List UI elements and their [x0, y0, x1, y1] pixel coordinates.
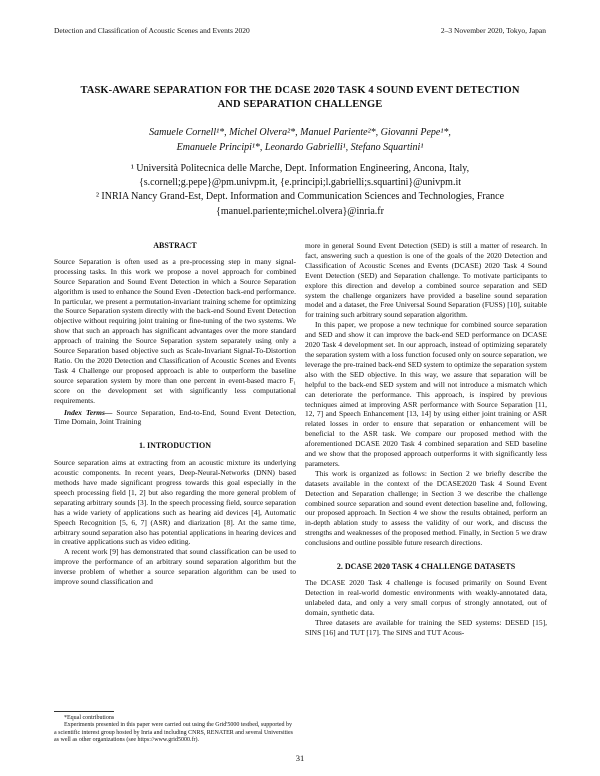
index-terms — [54, 408, 296, 428]
introduction-paragraph-2: A recent work [9] has demonstrated that sound classification can be used to improve the performance of an arbitrary sound separation algorithm but the inverse problem of whether a source separation algorithm can be used to improve sound classification and — [54, 547, 296, 587]
footnote-equal-contrib: *Equal contributions — [64, 715, 115, 721]
affiliation-line-1: ¹ Università Politecnica delle Marche, Dept. Information Engineering, Ancona, Italy, — [130, 163, 470, 174]
paper-title — [40, 84, 560, 111]
section-2-heading: 2. DCASE 2020 TASK 4 CHALLENGE DATASETS — [336, 562, 516, 572]
abstract-heading: ABSTRACT — [153, 241, 197, 250]
right-column — [305, 241, 547, 637]
left-column — [54, 241, 296, 587]
right-paragraph-2: In this paper, we propose a new technique for combined source separation and SED and show it can improve the back-end SED performance on DCASE 2020 Task 4 development set. In our approach, instead of optimizing separately the separation system with a loss function focused only on source separation, we leverage the pre-trained back-end SED system to optimize the separation system also with the SED objective. In this way, we assure that separation will be helpful to the back-end SED system and will not introduce a mismatch which can deteriorate the performance. This approach, is inspired by previous techniques aimed at improving ASR performance with Source Separation [11, 12, 7] and Speech Enhancement [13, 14] by using either joint training or ASR related losses in order to ensure that separation or enhancement will be beneficial to the ASR task. We compare our proposed method with the aforementioned DCASE 2020 Task 4 combined separation and SED baseline and we show that the proposed approach outperforms it with significantly less parameters. — [305, 320, 547, 468]
right-paragraph-1: more in general Sound Event Detection (SED) is still a matter of research. In fact, answering such a question is one of the goals of the 2020 Detection and Classification of Acoustic Scenes and Events (DCASE) 2020 Task 4 Sound Event Detection (SED) and Separation challenge. To motivate participants to explore this direction and develop a combined source separation and SED system the challenge organizers have provided a baseline sound separation model and a dataset, the Free Universal Sound Separation (FUSS) [10], suitable for training such arbitrary sound separation algorithm. — [305, 241, 547, 320]
right-paragraph-3: This work is organized as follows: in Section 2 we briefly describe the datasets available in the context of the DCASE2020 Task 4 Sound Event Detection and Separation challenge; in Section 3 we describe the challenge combined source separation and sound event detection baseline and, following, our proposed approach. In Section 4 we show the results obtained, perform an in-depth ablation study to assess the validity of our work, and discuss the strengths and weaknesses of the proposed method. Finally, in Section 5 we draw conclusions and outline possible future research directions. — [305, 468, 547, 548]
footnote — [54, 711, 296, 745]
introduction-paragraph-1: Source separation aims at extracting from an acoustic mixture its underlying acoustic components. In recent years, Deep-Neural-Networks (DNN) based methods have made significant progress towards this goal especially in the speech processing field [1, 2] but also regarding the more general problem of separating arbitrary sounds [3]. In the speech processing field, source separation has a wide variety of applications such as hearing aid devices [4], Automatic Speech Recognition [5, 6, 7] (ASR) and diarization [8]. At the same time, arbitrary sound separation also has potential applications in hearing devices and in creative applications such as video editing. — [54, 458, 296, 547]
abstract-text: Source Separation is often used as a pre-processing step in many signal-processing tasks. In this work we propose a novel approach for combined Source Separation and Sound Event Detection in which a Source Separation algorithm is used to enhance the Sound Even -Detection back-end performance. In particular, we present a permutation-invariant training scheme for optimizing the Source Separation system directly with the back-end Sound Event Detection objective without requiring joint training or fine-tuning of the two systems. We show that such an approach has significant advantages over the more standard approach of training the Source Separation system separately using only a Source Separation based objective such as Scale-Invariant Signal-To-Distortion Ratio. On the 2020 Detection and Classification of Acoustic Scenes and Events Task 4 Challenge our proposed approach is able to outperform the baseline source separation system by more than one percent in event-based macro F₁ score on the development set with significantly less computational requirements. — [54, 256, 296, 405]
section-2-paragraph-1: The DCASE 2020 Task 4 challenge is focused primarily on Sound Event Detection in real-world domestic environments with weakly-annotated data, unlabeled data, and only a very small corpus of strongly annotated, out of domain, synthetic data. — [305, 578, 547, 617]
section-2-paragraph-2: Three datasets are available for training the SED systems: DESED [15], SINS [16] and TUT [17]. The SINS and TUT Acous- — [305, 617, 547, 637]
running-header-left: Detection and Classification of Acoustic Scenes and Events 2020 — [54, 26, 250, 35]
index-terms-text: Source Separation, End-to-End, Sound Event Detection, Time Domain, Joint Training — [54, 407, 297, 427]
running-header-right: 2–3 November 2020, Tokyo, Japan — [440, 26, 546, 35]
affiliation-line-2: {s.cornell;g.pepe}@pm.univpm.it, {e.principi;l.gabrielli;s.squartini}@univpm.it — [138, 177, 462, 189]
page-number: 31 — [295, 753, 305, 763]
introduction-heading: 1. INTRODUCTION — [138, 441, 211, 451]
affiliation-line-4: {manuel.pariente;michel.olvera}@inria.fr — [216, 205, 384, 217]
title-line-1: TASK-AWARE SEPARATION FOR THE DCASE 2020 TASK 4 SOUND EVENT DETECTION — [80, 85, 520, 96]
authors-line-1: Samuele Cornell¹*, Michel Olvera²*, Manuel Pariente²*, Giovanni Pepe¹*, — [149, 127, 451, 138]
index-terms-label: Index Terms— — [64, 407, 113, 417]
footnote-rule — [54, 711, 114, 712]
author-list — [40, 126, 560, 155]
authors-line-2: Emanuele Principi¹*, Leonardo Gabrielli¹, Stefano Squartini¹ — [176, 141, 424, 153]
affiliation-line-3: ² INRIA Nancy Grand-Est, Dept. Information and Communication Sciences and Technologies, France — [95, 191, 505, 203]
affiliations — [40, 162, 560, 219]
title-line-2: AND SEPARATION CHALLENGE — [217, 98, 383, 110]
footnote-grid5000: Experiments presented in this paper were carried out using the Grid'5000 testbed, supported by a scientific interest group hosted by Inria and including CNRS, RENATER and several Universities as well as other organizations (see https://www.grid5000.fr). — [54, 722, 293, 744]
